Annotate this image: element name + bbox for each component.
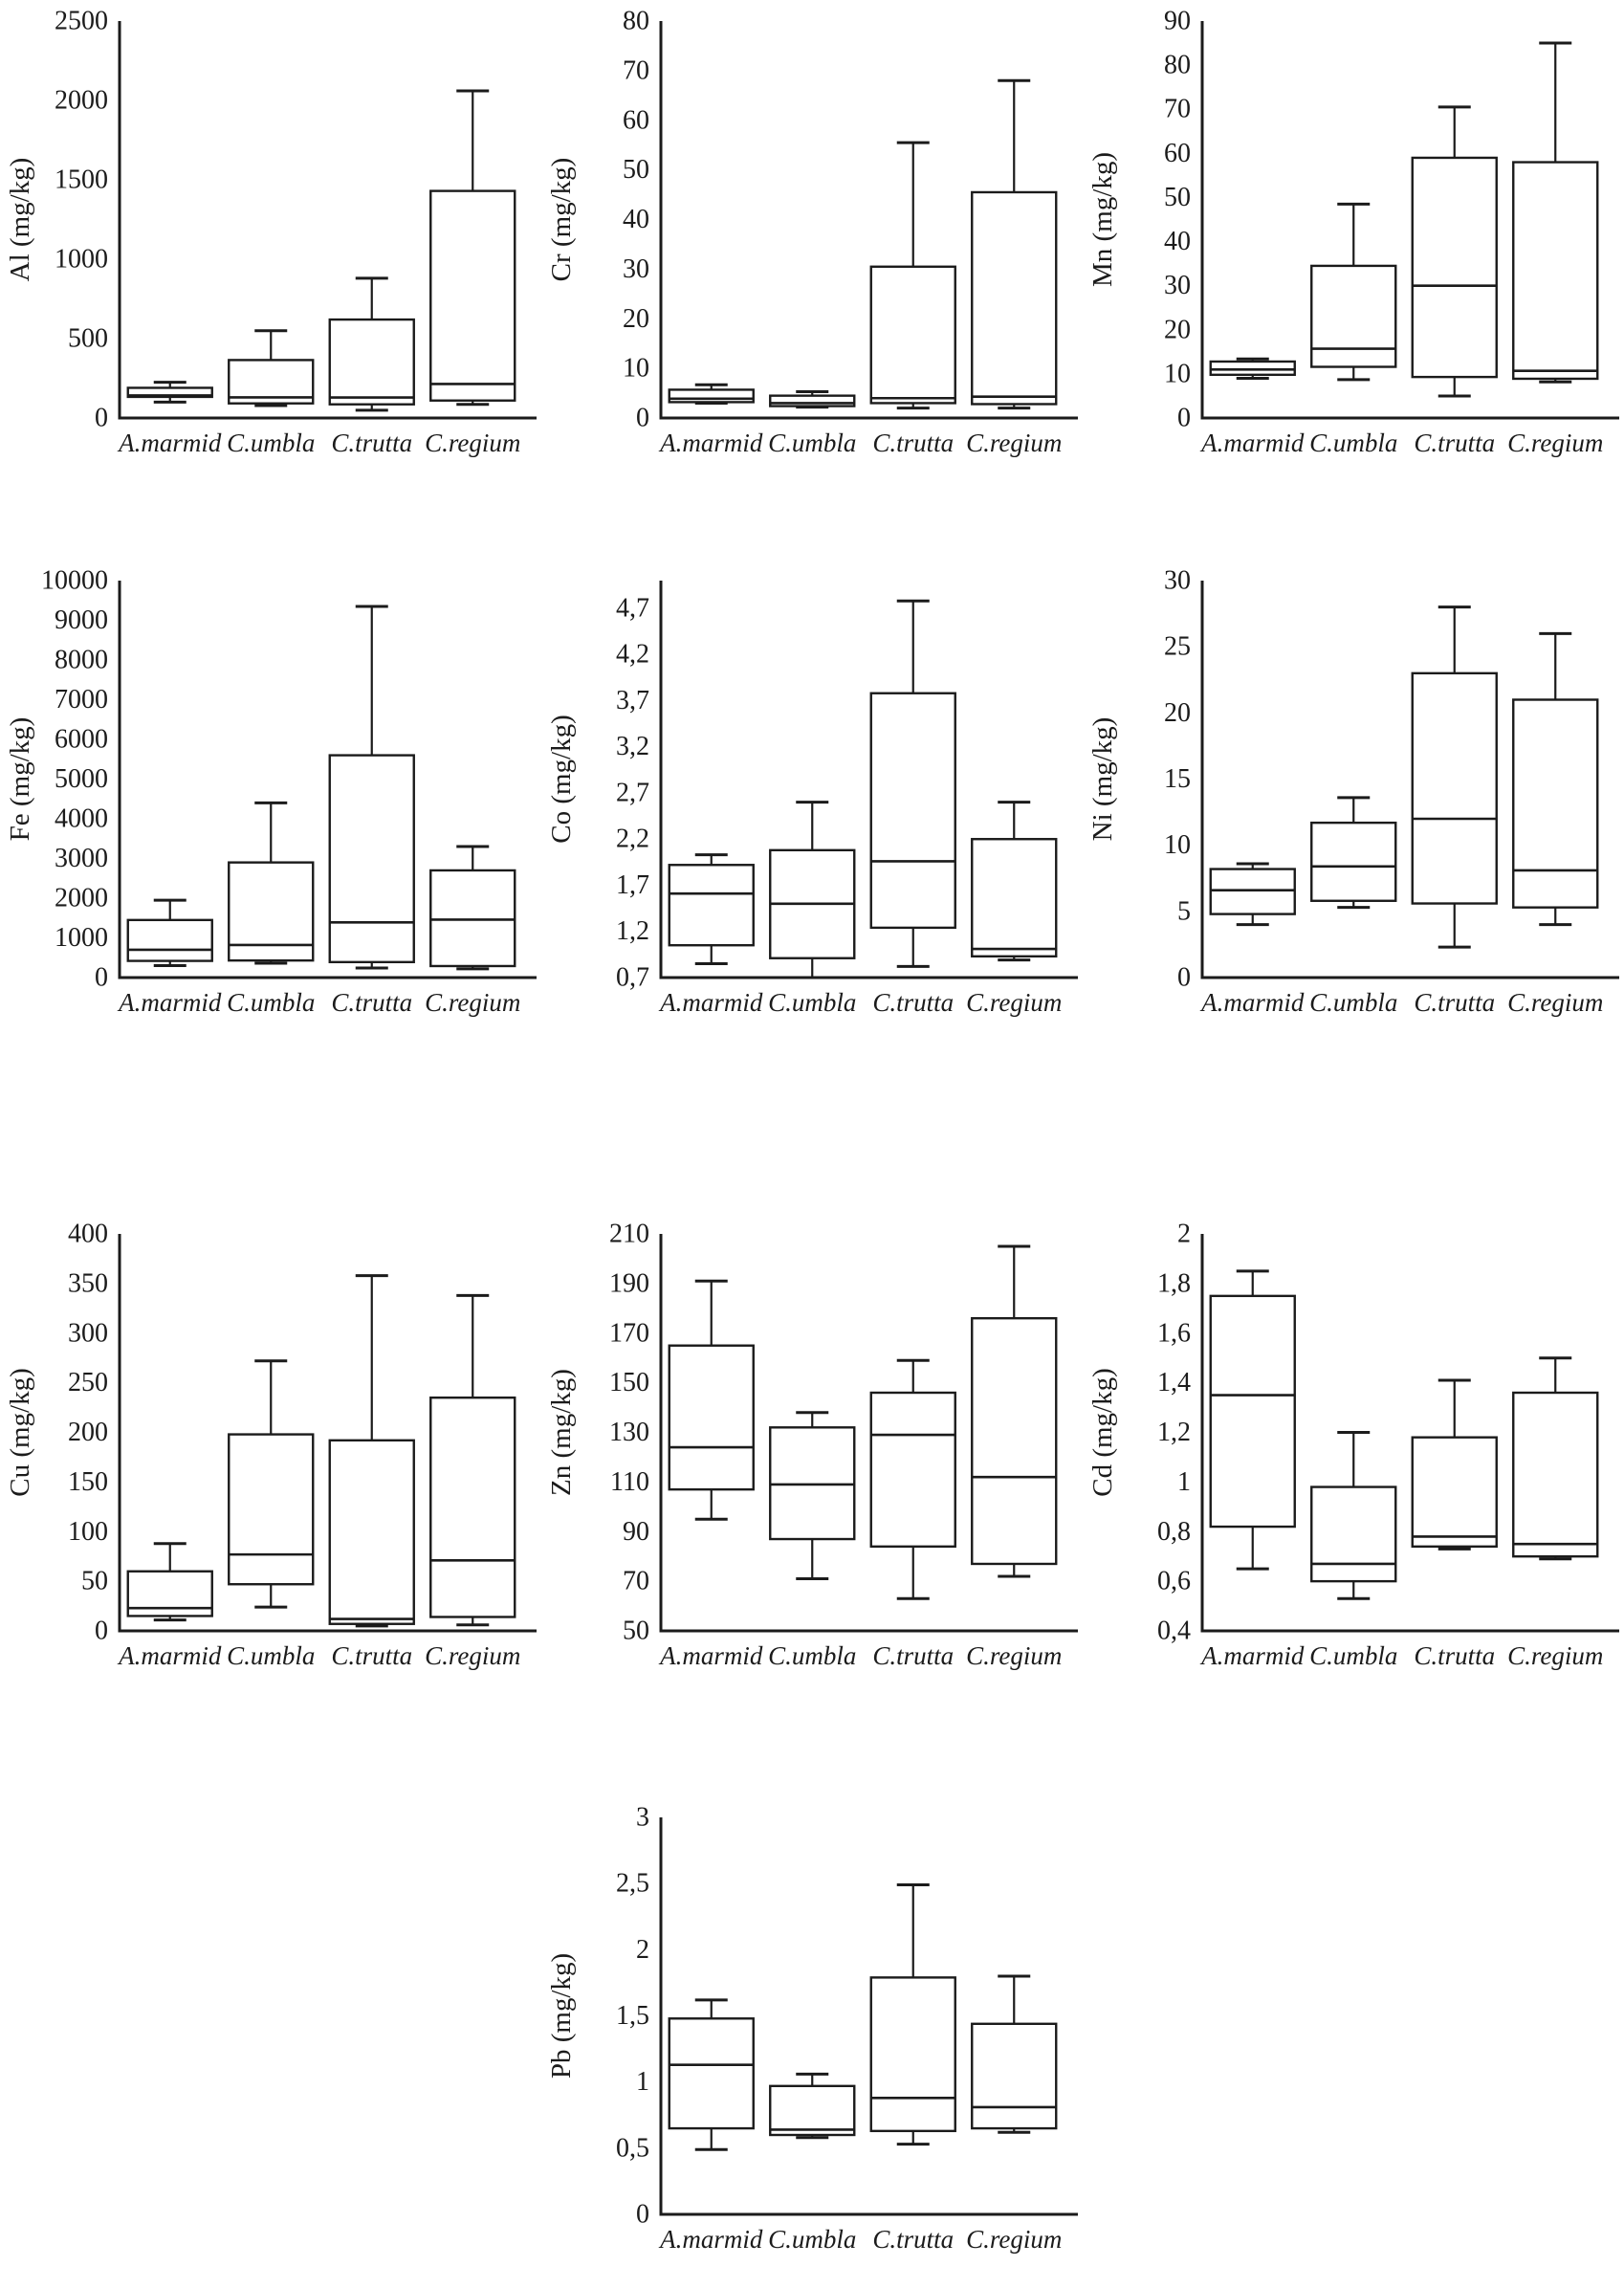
box-group-c-regium <box>425 91 520 457</box>
iqr-box <box>1211 869 1295 914</box>
y-tick-label: 7000 <box>55 685 108 715</box>
iqr-box <box>128 920 212 961</box>
iqr-box <box>1311 266 1395 367</box>
y-tick-label: 1,7 <box>616 869 649 900</box>
y-tick-label: 50 <box>81 1566 108 1596</box>
iqr-box <box>1413 673 1497 904</box>
category-label: C.trutta <box>872 2225 955 2254</box>
iqr-box <box>770 2086 854 2135</box>
y-tick-label: 40 <box>1164 227 1191 257</box>
y-tick-label: 30 <box>1164 271 1191 301</box>
box-group-a-marmid <box>117 1544 222 1670</box>
box-group-a-marmid <box>658 1281 763 1670</box>
y-tick-label: 60 <box>1164 138 1191 168</box>
y-tick-label: 90 <box>623 1516 649 1547</box>
category-label: C.umbla <box>768 988 857 1017</box>
chart-fe <box>0 560 541 1049</box>
category-label: C.regium <box>1507 1641 1604 1670</box>
category-label: C.regium <box>1507 988 1604 1017</box>
y-tick-label: 3,7 <box>616 685 649 715</box>
y-tick-label: 350 <box>68 1268 108 1299</box>
box-group-a-marmid <box>117 900 222 1017</box>
category-label: A.marmid <box>119 988 222 1017</box>
y-tick-label: 2,5 <box>616 1868 649 1899</box>
y-tick-label: 1000 <box>55 244 108 275</box>
y-tick-label: 50 <box>623 155 649 186</box>
y-axis-title: Cr (mg/kg) <box>546 157 577 282</box>
y-tick-label: 8000 <box>55 645 108 675</box>
category-label: A.marmid <box>660 429 763 457</box>
y-tick-label: 1,2 <box>1157 1418 1191 1447</box>
iqr-box <box>972 2024 1056 2128</box>
category-label: C.umbla <box>1309 988 1398 1017</box>
category-label: C.trutta <box>872 1641 955 1670</box>
y-tick-label: 10 <box>623 353 649 384</box>
y-tick-label: 400 <box>68 1219 108 1249</box>
iqr-box <box>1413 158 1497 377</box>
iqr-box <box>972 839 1056 957</box>
y-tick-label: 0,5 <box>616 2133 649 2164</box>
category-label: A.marmid <box>660 988 763 1017</box>
y-tick-label: 6000 <box>55 724 108 755</box>
y-tick-label: 150 <box>609 1368 649 1398</box>
category-label: C.umbla <box>768 429 857 457</box>
iqr-box <box>1311 1487 1395 1582</box>
y-tick-label: 1500 <box>55 165 108 195</box>
y-tick-label: 300 <box>68 1318 108 1349</box>
chart-zn <box>541 1213 1083 1703</box>
y-tick-label: 70 <box>623 1566 649 1596</box>
chart-svg-zn <box>541 1213 1083 1703</box>
y-tick-label: 130 <box>609 1418 649 1447</box>
box-group-a-marmid <box>1199 359 1305 457</box>
y-tick-label: 10 <box>1164 359 1191 389</box>
y-tick-label: 100 <box>68 1516 108 1547</box>
y-tick-label: 0 <box>1177 962 1191 993</box>
category-label: C.umbla <box>768 2225 857 2254</box>
y-tick-label: 5 <box>1177 896 1191 927</box>
box-group-c-umbla <box>1309 798 1397 1017</box>
box-group-c-regium <box>966 1976 1062 2254</box>
chart-pb <box>541 1796 1083 2286</box>
iqr-box <box>330 1441 414 1624</box>
y-tick-label: 80 <box>1164 50 1191 80</box>
box-group-c-regium <box>1507 43 1603 457</box>
iqr-box <box>871 1977 955 2130</box>
iqr-box <box>1513 700 1597 908</box>
y-tick-label: 500 <box>68 323 108 354</box>
box-group-c-trutta <box>1413 607 1497 1017</box>
y-tick-label: 30 <box>623 253 649 284</box>
y-tick-label: 4000 <box>55 803 108 834</box>
y-axis-title: Cu (mg/kg) <box>5 1368 35 1497</box>
chart-co <box>541 560 1083 1049</box>
category-label: C.regium <box>425 988 521 1017</box>
y-tick-label: 1 <box>636 2067 649 2098</box>
y-tick-label: 40 <box>623 205 649 234</box>
category-label: C.trutta <box>872 429 955 457</box>
chart-svg-al <box>0 0 541 490</box>
y-tick-label: 50 <box>1164 182 1191 212</box>
y-tick-label: 50 <box>623 1616 649 1646</box>
y-tick-label: 3,2 <box>616 732 649 762</box>
category-label: A.marmid <box>660 1641 763 1670</box>
y-tick-label: 70 <box>623 55 649 86</box>
box-group-c-trutta <box>871 1360 955 1670</box>
category-label: C.umbla <box>227 429 316 457</box>
chart-svg-cd <box>1083 1213 1624 1703</box>
category-label: C.trutta <box>1414 1641 1496 1670</box>
iqr-box <box>1513 1393 1597 1556</box>
iqr-box <box>1513 163 1597 379</box>
box-group-a-marmid <box>658 855 763 1017</box>
y-tick-label: 0 <box>1177 403 1191 433</box>
y-tick-label: 170 <box>609 1318 649 1349</box>
category-label: C.regium <box>966 429 1063 457</box>
category-label: C.trutta <box>1414 988 1496 1017</box>
box-group-c-regium <box>425 847 520 1017</box>
y-tick-label: 2 <box>1177 1219 1191 1249</box>
chart-svg-fe <box>0 560 541 1049</box>
y-tick-label: 1,4 <box>1157 1368 1191 1398</box>
iqr-box <box>330 756 414 962</box>
y-tick-label: 1,6 <box>1157 1318 1191 1349</box>
y-tick-label: 0,8 <box>1157 1516 1191 1547</box>
box-group-c-trutta <box>1413 107 1497 457</box>
category-label: A.marmid <box>119 429 222 457</box>
y-tick-label: 210 <box>609 1219 649 1249</box>
category-label: C.trutta <box>331 988 413 1017</box>
y-tick-label: 70 <box>1164 94 1191 124</box>
iqr-box <box>1211 362 1295 375</box>
box-group-c-trutta <box>330 606 414 1017</box>
category-label: C.regium <box>425 429 521 457</box>
y-tick-label: 4,2 <box>616 639 649 670</box>
category-label: C.trutta <box>331 1641 413 1670</box>
y-tick-label: 15 <box>1164 764 1191 794</box>
y-tick-label: 20 <box>623 303 649 334</box>
y-tick-label: 80 <box>623 6 649 36</box>
category-label: C.trutta <box>872 988 955 1017</box>
iqr-box <box>770 396 854 407</box>
box-group-c-umbla <box>227 803 315 1017</box>
box-group-a-marmid <box>1199 864 1305 1017</box>
box-group-c-trutta <box>871 1885 955 2254</box>
y-tick-label: 0 <box>95 962 108 993</box>
y-tick-label: 9000 <box>55 605 108 635</box>
iqr-box <box>330 319 414 405</box>
y-tick-label: 0 <box>636 403 649 433</box>
box-group-c-regium <box>966 1246 1062 1670</box>
box-group-c-regium <box>425 1295 520 1670</box>
category-label: A.marmid <box>1201 1641 1305 1670</box>
chart-mn <box>1083 0 1624 490</box>
chart-svg-pb <box>541 1796 1083 2286</box>
box-group-c-umbla <box>768 392 856 457</box>
iqr-box <box>669 389 754 402</box>
y-tick-label: 2500 <box>55 6 108 36</box>
y-tick-label: 4,7 <box>616 593 649 624</box>
category-label: C.regium <box>966 1641 1063 1670</box>
box-group-a-marmid <box>117 383 222 457</box>
chart-ni <box>1083 560 1624 1049</box>
y-axis-title: Mn (mg/kg) <box>1087 152 1118 287</box>
y-axis-title: Pb (mg/kg) <box>546 1952 577 2079</box>
box-group-c-umbla <box>227 331 315 457</box>
y-tick-label: 0 <box>636 2199 649 2230</box>
chart-svg-mn <box>1083 0 1624 490</box>
category-label: C.regium <box>1507 429 1604 457</box>
y-tick-label: 2,2 <box>616 824 649 854</box>
y-tick-label: 250 <box>68 1368 108 1398</box>
category-label: A.marmid <box>1201 988 1305 1017</box>
iqr-box <box>871 693 955 928</box>
category-label: C.umbla <box>1309 1641 1398 1670</box>
y-tick-label: 1 <box>1177 1466 1191 1497</box>
y-axis-title: Co (mg/kg) <box>546 715 577 844</box>
chart-svg-ni <box>1083 560 1624 1049</box>
y-tick-label: 60 <box>623 105 649 136</box>
y-tick-label: 0,4 <box>1157 1616 1191 1646</box>
y-tick-label: 25 <box>1164 631 1191 662</box>
y-axis-title: Fe (mg/kg) <box>5 716 35 842</box>
chart-cr <box>541 0 1083 490</box>
y-tick-label: 0 <box>95 1616 108 1646</box>
box-group-c-trutta <box>871 601 955 1017</box>
iqr-box <box>430 191 515 401</box>
chart-svg-cr <box>541 0 1083 490</box>
iqr-box <box>669 1346 754 1489</box>
iqr-box <box>972 1318 1056 1564</box>
y-axis-title: Zn (mg/kg) <box>546 1369 577 1496</box>
y-axis-title: Al (mg/kg) <box>5 157 35 282</box>
y-tick-label: 2000 <box>55 883 108 913</box>
y-tick-label: 0,7 <box>616 962 649 993</box>
iqr-box <box>229 1435 313 1585</box>
chart-svg-cu <box>0 1213 541 1703</box>
y-tick-label: 2000 <box>55 85 108 116</box>
category-label: C.regium <box>966 2225 1063 2254</box>
box-group-c-umbla <box>1309 1433 1397 1671</box>
box-group-c-trutta <box>1413 1380 1497 1670</box>
y-tick-label: 1000 <box>55 923 108 953</box>
category-label: A.marmid <box>119 1641 222 1670</box>
iqr-box <box>1211 1296 1295 1527</box>
box-group-c-regium <box>1507 633 1603 1017</box>
y-tick-label: 1,2 <box>616 916 649 947</box>
y-tick-label: 190 <box>609 1268 649 1299</box>
category-label: A.marmid <box>1201 429 1305 457</box>
category-label: C.umbla <box>227 1641 316 1670</box>
y-tick-label: 20 <box>1164 697 1191 728</box>
iqr-box <box>871 1393 955 1547</box>
iqr-box <box>972 192 1056 405</box>
y-tick-label: 5000 <box>55 764 108 794</box>
chart-svg-co <box>541 560 1083 1049</box>
y-tick-label: 3 <box>636 1802 649 1833</box>
y-tick-label: 110 <box>610 1466 649 1497</box>
box-group-a-marmid <box>1199 1271 1305 1670</box>
category-label: C.umbla <box>1309 429 1398 457</box>
box-group-c-umbla <box>227 1361 315 1670</box>
box-group-c-regium <box>966 803 1062 1017</box>
category-label: C.regium <box>425 1641 521 1670</box>
iqr-box <box>669 865 754 945</box>
y-axis-title: Cd (mg/kg) <box>1087 1368 1118 1497</box>
box-group-c-umbla <box>768 2074 856 2254</box>
y-tick-label: 10000 <box>41 565 108 596</box>
chart-al <box>0 0 541 490</box>
category-label: C.trutta <box>331 429 413 457</box>
y-tick-label: 0 <box>95 403 108 433</box>
category-label: C.umbla <box>768 1641 857 1670</box>
y-tick-label: 90 <box>1164 6 1191 36</box>
y-axis-title: Ni (mg/kg) <box>1087 716 1118 842</box>
chart-cd <box>1083 1213 1624 1703</box>
y-tick-label: 3000 <box>55 844 108 873</box>
chart-cu <box>0 1213 541 1703</box>
y-tick-label: 0,6 <box>1157 1566 1191 1596</box>
y-tick-label: 200 <box>68 1418 108 1447</box>
box-group-c-trutta <box>330 278 414 457</box>
category-label: A.marmid <box>660 2225 763 2254</box>
box-group-c-trutta <box>871 143 955 457</box>
iqr-box <box>1413 1438 1497 1547</box>
box-group-c-regium <box>966 80 1062 457</box>
box-group-c-umbla <box>768 803 856 1017</box>
y-tick-label: 30 <box>1164 565 1191 596</box>
y-tick-label: 150 <box>68 1466 108 1497</box>
category-label: C.trutta <box>1414 429 1496 457</box>
category-label: C.umbla <box>227 988 316 1017</box>
iqr-box <box>430 1397 515 1617</box>
y-tick-label: 2 <box>636 1934 649 1965</box>
box-group-a-marmid <box>658 385 763 457</box>
y-tick-label: 10 <box>1164 830 1191 861</box>
iqr-box <box>669 2018 754 2128</box>
y-tick-label: 20 <box>1164 315 1191 345</box>
y-tick-label: 1,5 <box>616 2001 649 2031</box>
y-tick-label: 2,7 <box>616 778 649 808</box>
iqr-box <box>1311 823 1395 901</box>
box-group-c-trutta <box>330 1276 414 1670</box>
category-label: C.regium <box>966 988 1063 1017</box>
box-group-c-regium <box>1507 1358 1603 1670</box>
y-tick-label: 1,8 <box>1157 1268 1191 1299</box>
iqr-box <box>430 870 515 966</box>
iqr-box <box>871 267 955 404</box>
